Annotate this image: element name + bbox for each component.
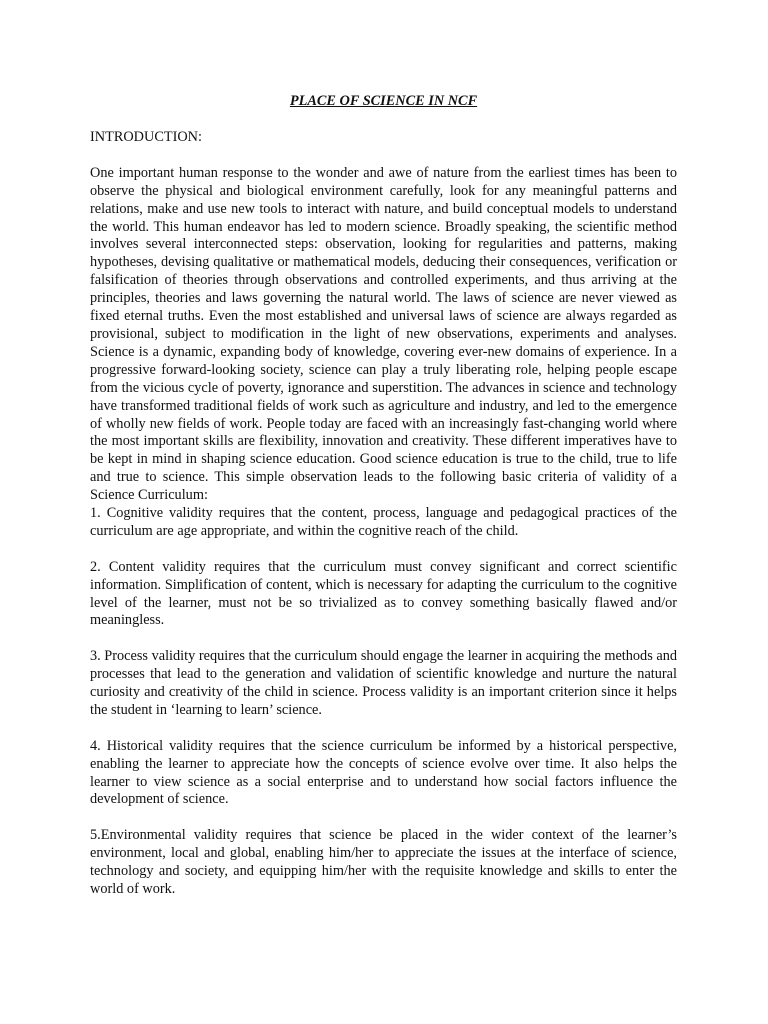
criterion-content-validity: 2. Content validity requires that the curriculum must convey significant and correct scientific information. Simplification of content, which is necessary for adapting the curriculum to the cognitive level of the learner, must not be so trivialized as to convey something basically flawed and/or meaningless. — [90, 558, 677, 629]
document-page — [90, 93, 677, 899]
criterion-process-validity: 3. Process validity requires that the curriculum should engage the learner in acquiring the methods and processes that lead to the generation and validation of scientific knowledge and nurture the natural curiosity and creativity of the child in science. Process validity is an important criterion since it helps the student in ‘learning to learn’ science. — [90, 648, 677, 718]
criterion-environmental-validity: 5.Environmental validity requires that science be placed in the wider context of the learner’s environment, local and global, enabling him/her to appreciate the issues at the interface of science, technology and society, and equipping him/her with the requisite knowledge and skills to enter the world of work. — [90, 827, 677, 897]
criterion-historical-validity: 4. Historical validity requires that the science curriculum be informed by a historical perspective, enabling the learner to appreciate how the concepts of science evolve over time. It also helps the learner to view science as a social enterprise and to understand how social factors influence the development of science. — [90, 737, 677, 808]
section-heading-introduction: INTRODUCTION: — [90, 128, 202, 145]
introduction-paragraph: One important human response to the wonder and awe of nature from the earliest times has been to observe the physical and biological environment carefully, look for any meaningful patterns and relations, make and use new tools to interact with nature, and build conceptual models to understand the world. This human endeavor has led to modern science. Broadly speaking, the scientific method involves several interconnected steps: observation, looking for regularities and patterns, making hypotheses, devising qualitative or mathematical models, deducing their consequences, verification or falsification of theories through observations and controlled experiments, and thus arriving at the principles, theories and laws governing the natural world. The laws of science are never viewed as fixed eternal truths. Even the most established and universal laws of science are always regarded as provisional, subject to modification in the light of new observations, experiments and analyses. Science is a dynamic, expanding body of knowledge, covering ever-new domains of experience. In a progressive forward-looking society, science can play a truly liberating role, helping people escape from the vicious cycle of poverty, ignorance and superstition. The advances in science and technology have transformed traditional fields of work such as agriculture and industry, and led to the emergence of wholly new fields of work. People today are faced with an increasingly fast-changing world where the most important skills are flexibility, innovation and creativity. These different imperatives have to be kept in mind in shaping science education. Good science education is true to the child, true to life and true to science. This simple observation leads to the following basic criteria of validity of a Science Curriculum: — [90, 164, 677, 504]
criterion-cognitive-validity: 1. Cognitive validity requires that the content, process, language and pedagogical practices of the curriculum are age appropriate, and within the cognitive reach of the child. — [90, 505, 677, 539]
document-title: PLACE OF SCIENCE IN NCF — [289, 93, 478, 109]
